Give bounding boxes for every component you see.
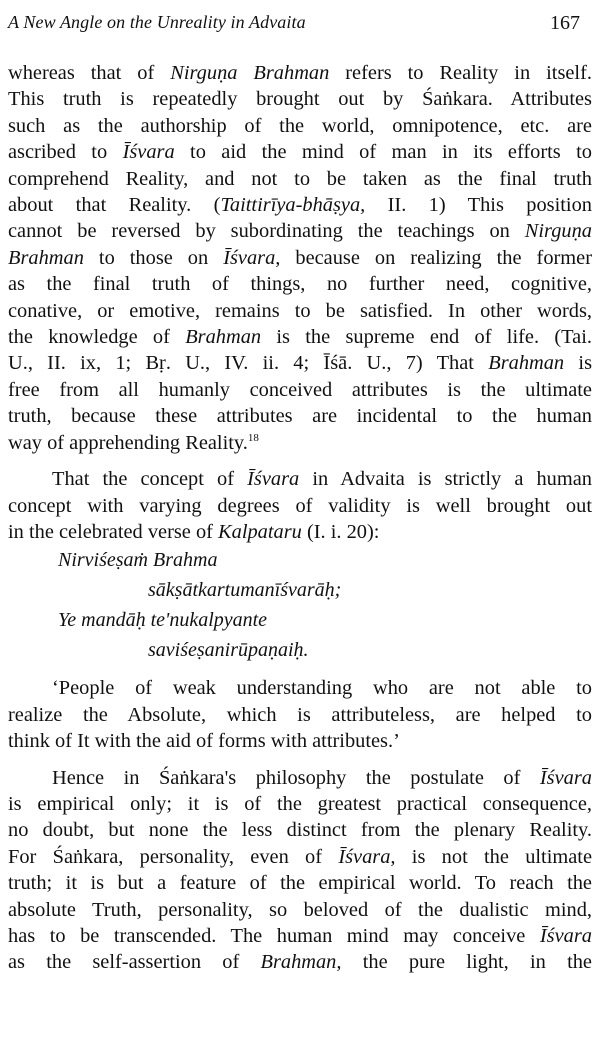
text-line: about that Reality. (Taittirīya-bhāṣya, II. 1) This position bbox=[8, 194, 592, 217]
paragraph-gap bbox=[8, 456, 592, 466]
text-line: truth, because these attributes are incidental to the human bbox=[8, 405, 592, 428]
verse-line: saviśeṣanirūpaṇaiḥ. bbox=[148, 639, 309, 662]
text-line: as the final truth of things, no further need, cognitive, bbox=[8, 273, 592, 296]
text-line: U., II. ix, 1; Bṛ. U., IV. ii. 4; Īśā. U., 7) That Brahman is bbox=[8, 352, 592, 375]
text-line: no doubt, but none the less distinct from the plenary Reality. bbox=[8, 819, 592, 842]
text-line: the knowledge of Brahman is the supreme end of life. (Tai. bbox=[8, 326, 592, 349]
text-line: concept with varying degrees of validity is well brought out bbox=[8, 494, 592, 517]
verse-line: Ye mandāḥ te'nukalpyante bbox=[58, 609, 268, 632]
verse-line: sākṣātkartumanīśvarāḥ; bbox=[148, 579, 342, 602]
text-line: realize the Absolute, which is attributeless, are helped to bbox=[8, 703, 592, 726]
text-line: For Śaṅkara, personality, even of Īśvara, is not the ultimate bbox=[8, 845, 593, 868]
paragraph-3 bbox=[8, 765, 592, 976]
text-line: This truth is repeatedly brought out by Śaṅkara. Attributes bbox=[8, 88, 592, 111]
text-line: is empirical only; it is of the greatest practical consequence, bbox=[8, 792, 592, 815]
text-line: ‘People of weak understanding who are not able to bbox=[52, 677, 592, 700]
paragraph-gap bbox=[8, 755, 592, 765]
text-line: cannot be reversed by subordinating the teachings on Nirguṇa bbox=[8, 220, 592, 243]
footnote-ref: 18 bbox=[247, 431, 259, 444]
text-line: ascribed to Īśvara to aid the mind of man in its efforts to bbox=[8, 141, 592, 164]
text-line: Brahman to those on Īśvara, because on realizing the former bbox=[8, 246, 592, 269]
text-line: as the self-assertion of Brahman, the pure light, in the bbox=[8, 951, 592, 974]
verse-translation bbox=[8, 675, 592, 754]
text-line: such as the authorship of the world, omnipotence, etc. are bbox=[8, 114, 592, 137]
paragraph-2 bbox=[8, 466, 592, 545]
text-line: That the concept of Īśvara in Advaita is strictly a human bbox=[52, 468, 592, 491]
sanskrit-verse bbox=[8, 545, 592, 665]
text-line: whereas that of Nirguṇa Brahman refers to Reality in itself. bbox=[8, 62, 592, 84]
paragraph-gap bbox=[8, 665, 592, 675]
text-line: conative, or emotive, remains to be satisfied. In other words, bbox=[8, 299, 592, 322]
text-line: in the celebrated verse of Kalpataru (I. i. 20): bbox=[8, 520, 380, 543]
text-line: has to be transcended. The human mind may conceive Īśvara bbox=[8, 924, 592, 947]
text-line: way of apprehending Reality.$^{18}$ bbox=[8, 431, 259, 454]
body-text bbox=[8, 60, 592, 976]
verse-line: Nirviśeṣaṁ Brahma bbox=[58, 549, 218, 572]
paragraph-1 bbox=[8, 60, 592, 456]
page-number: 167 bbox=[550, 12, 580, 34]
text-line: Hence in Śaṅkara's philosophy the postulate of Īśvara bbox=[52, 766, 592, 789]
text-line: comprehend Reality, and not to be taken as the final truth bbox=[8, 167, 592, 190]
running-head bbox=[8, 6, 592, 40]
text-line: absolute Truth, personality, so beloved of the dualistic mind, bbox=[8, 898, 592, 921]
text-line: free from all humanly conceived attributes is the ultimate bbox=[8, 378, 592, 401]
text-line: truth; it is but a feature of the empirical world. To reach the bbox=[8, 872, 592, 895]
text-line: think of It with the aid of forms with attributes.’ bbox=[8, 730, 400, 753]
running-head-title: A New Angle on the Unreality in Advaita bbox=[8, 12, 306, 32]
